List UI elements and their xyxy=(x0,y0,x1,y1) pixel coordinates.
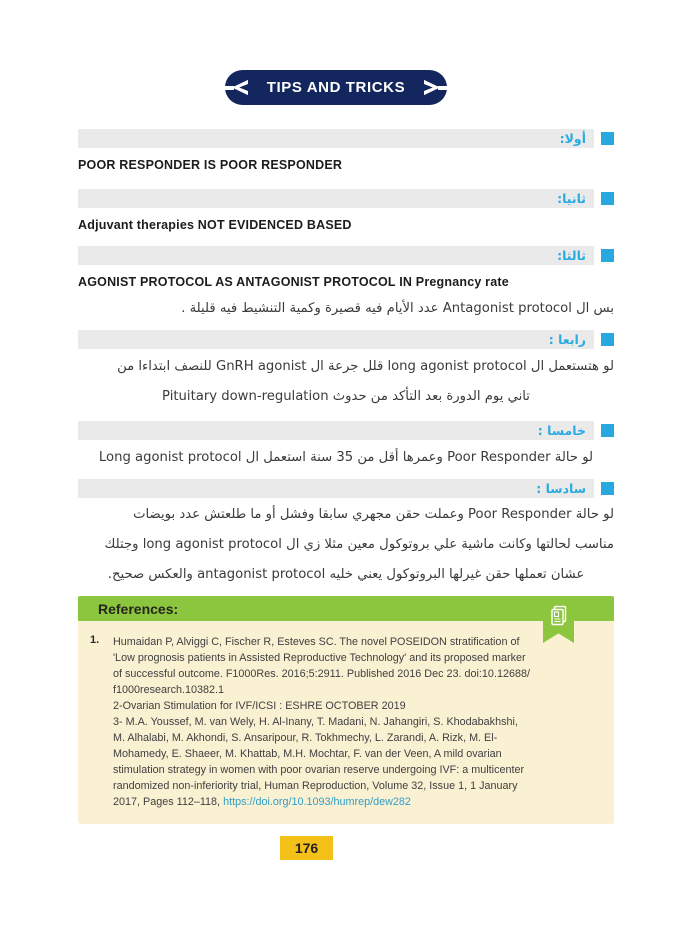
section-label: رابعا : xyxy=(548,332,586,347)
section-label: ثانيا: xyxy=(557,191,586,206)
section-bullet-icon xyxy=(601,333,614,346)
section-bullet-icon xyxy=(601,132,614,145)
section-text-block xyxy=(78,443,614,473)
page-number: 176 xyxy=(294,840,319,856)
banner-notch-stem-right xyxy=(438,86,447,90)
section-bullet-icon xyxy=(601,424,614,437)
reference-line: 2-Ovarian Stimulation for IVF/ICSI : ESHRE OCTOBER 2019 xyxy=(113,700,406,712)
reference-line: randomized non-inferiority trial, Human Reproduction, Volume 32, Issue 1, 1 January xyxy=(113,780,518,792)
reference-line: 'Low prognosis patients in Assisted Reproductive Technology' and its proposed marker xyxy=(113,652,526,664)
section-header-bar xyxy=(78,246,594,265)
section-text-block xyxy=(78,294,614,324)
reference-line: Mohamedy, E. Shaeer, M. Khattab, M.H. Mochtar, F. van der Veen, A mild ovarian xyxy=(113,748,502,760)
references-title: References: xyxy=(98,600,179,617)
section-text-block xyxy=(78,352,614,412)
reference-line-text: 2017, Pages 112–118, xyxy=(113,796,224,808)
section-header-sixth xyxy=(78,479,614,498)
reference-doi-link[interactable]: https://doi.org/10.1093/humrep/dew282 xyxy=(223,796,411,808)
section-bullet-icon xyxy=(601,249,614,262)
document-pages-icon xyxy=(550,605,568,629)
references-body xyxy=(78,621,614,824)
references-panel xyxy=(78,596,614,824)
section-text-line: لو هتستعمل ال long agonist protocol قلل جرعة ال GnRH agonist للنصف ابتداءا من xyxy=(117,359,614,374)
reference-line: 3- M.A. Youssef, M. van Wely, H. Al-Inany, T. Madani, N. Jahangiri, S. Khodabakhshi, xyxy=(113,716,518,728)
section-header-bar xyxy=(78,479,594,498)
section-bullet-icon xyxy=(601,482,614,495)
section-heading: AGONIST PROTOCOL AS ANTAGONIST PROTOCOL IN Pregnancy rate xyxy=(78,275,509,289)
reference-line: f1000research.10382.1 xyxy=(113,684,225,696)
banner-arrow-left-icon xyxy=(232,80,248,96)
section-header-bar xyxy=(78,330,594,349)
section-header-first xyxy=(78,129,614,148)
section-text-line: بس ال Antagonist protocol عدد الأيام فيه قصيرة وكمية التنشيط فيه قليلة . xyxy=(181,301,614,316)
section-text-line: عشان تعملها حقن غيرلها البروتوكول يعني خليه antagonist protocol والعكس صحيح. xyxy=(107,567,585,582)
section-header-fifth xyxy=(78,421,614,440)
section-text-line: مناسب لحالتها وكانت ماشية علي بروتوكول معين مثلا زي ال long agonist protocol وجتلك xyxy=(104,537,614,552)
section-label: ثالثا: xyxy=(557,248,586,263)
page-number-badge xyxy=(280,836,333,860)
reference-line: stimulation strategy in women with poor ovarian reserve undergoing IVF: a multicenter xyxy=(113,764,525,776)
section-text-line: تاني يوم الدورة بعد التأكد من حدوث Pituitary down-regulation xyxy=(162,389,530,404)
section-label: أولا: xyxy=(559,131,586,146)
section-heading: POOR RESPONDER IS POOR RESPONDER xyxy=(78,158,343,172)
section-heading: Adjuvant therapies NOT EVIDENCED BASED xyxy=(78,218,352,232)
section-text-line: لو حالة Poor Responder وعملت حقن مجهري سابقا وفشل أو ما طلعتش عدد بويضات xyxy=(133,507,614,522)
tips-and-tricks-banner xyxy=(225,70,447,105)
section-header-second xyxy=(78,189,614,208)
section-label: خامسا : xyxy=(537,423,586,438)
section-label: سادسا : xyxy=(536,481,586,496)
section-header-third xyxy=(78,246,614,265)
reference-line-last xyxy=(113,794,606,810)
reference-line: M. Alhalabi, M. Akhondi, S. Ansaripour, R. Tokhmechy, L. Zarandi, A. Rizk, M. El- xyxy=(113,732,498,744)
section-header-bar xyxy=(78,129,594,148)
section-header-bar xyxy=(78,189,594,208)
section-bullet-icon xyxy=(601,192,614,205)
section-text-line: لو حالة Poor Responder وعمرها أقل من 35 سنة استعمل ال Long agonist protocol xyxy=(98,450,594,465)
reference-line: Humaidan P, Alviggi C, Fischer R, Esteves SC. The novel POSEIDON stratification of xyxy=(113,636,520,648)
section-text-block xyxy=(78,500,614,590)
section-header-fourth xyxy=(78,330,614,349)
reference-line: of successful outcome. F1000Res. 2016;5:2911. Published 2016 Dec 23. doi:10.12688/ xyxy=(113,668,530,680)
reference-number: 1. xyxy=(90,634,100,646)
section-header-bar xyxy=(78,421,594,440)
banner-title: TIPS AND TRICKS xyxy=(266,79,406,96)
references-header xyxy=(78,596,614,621)
